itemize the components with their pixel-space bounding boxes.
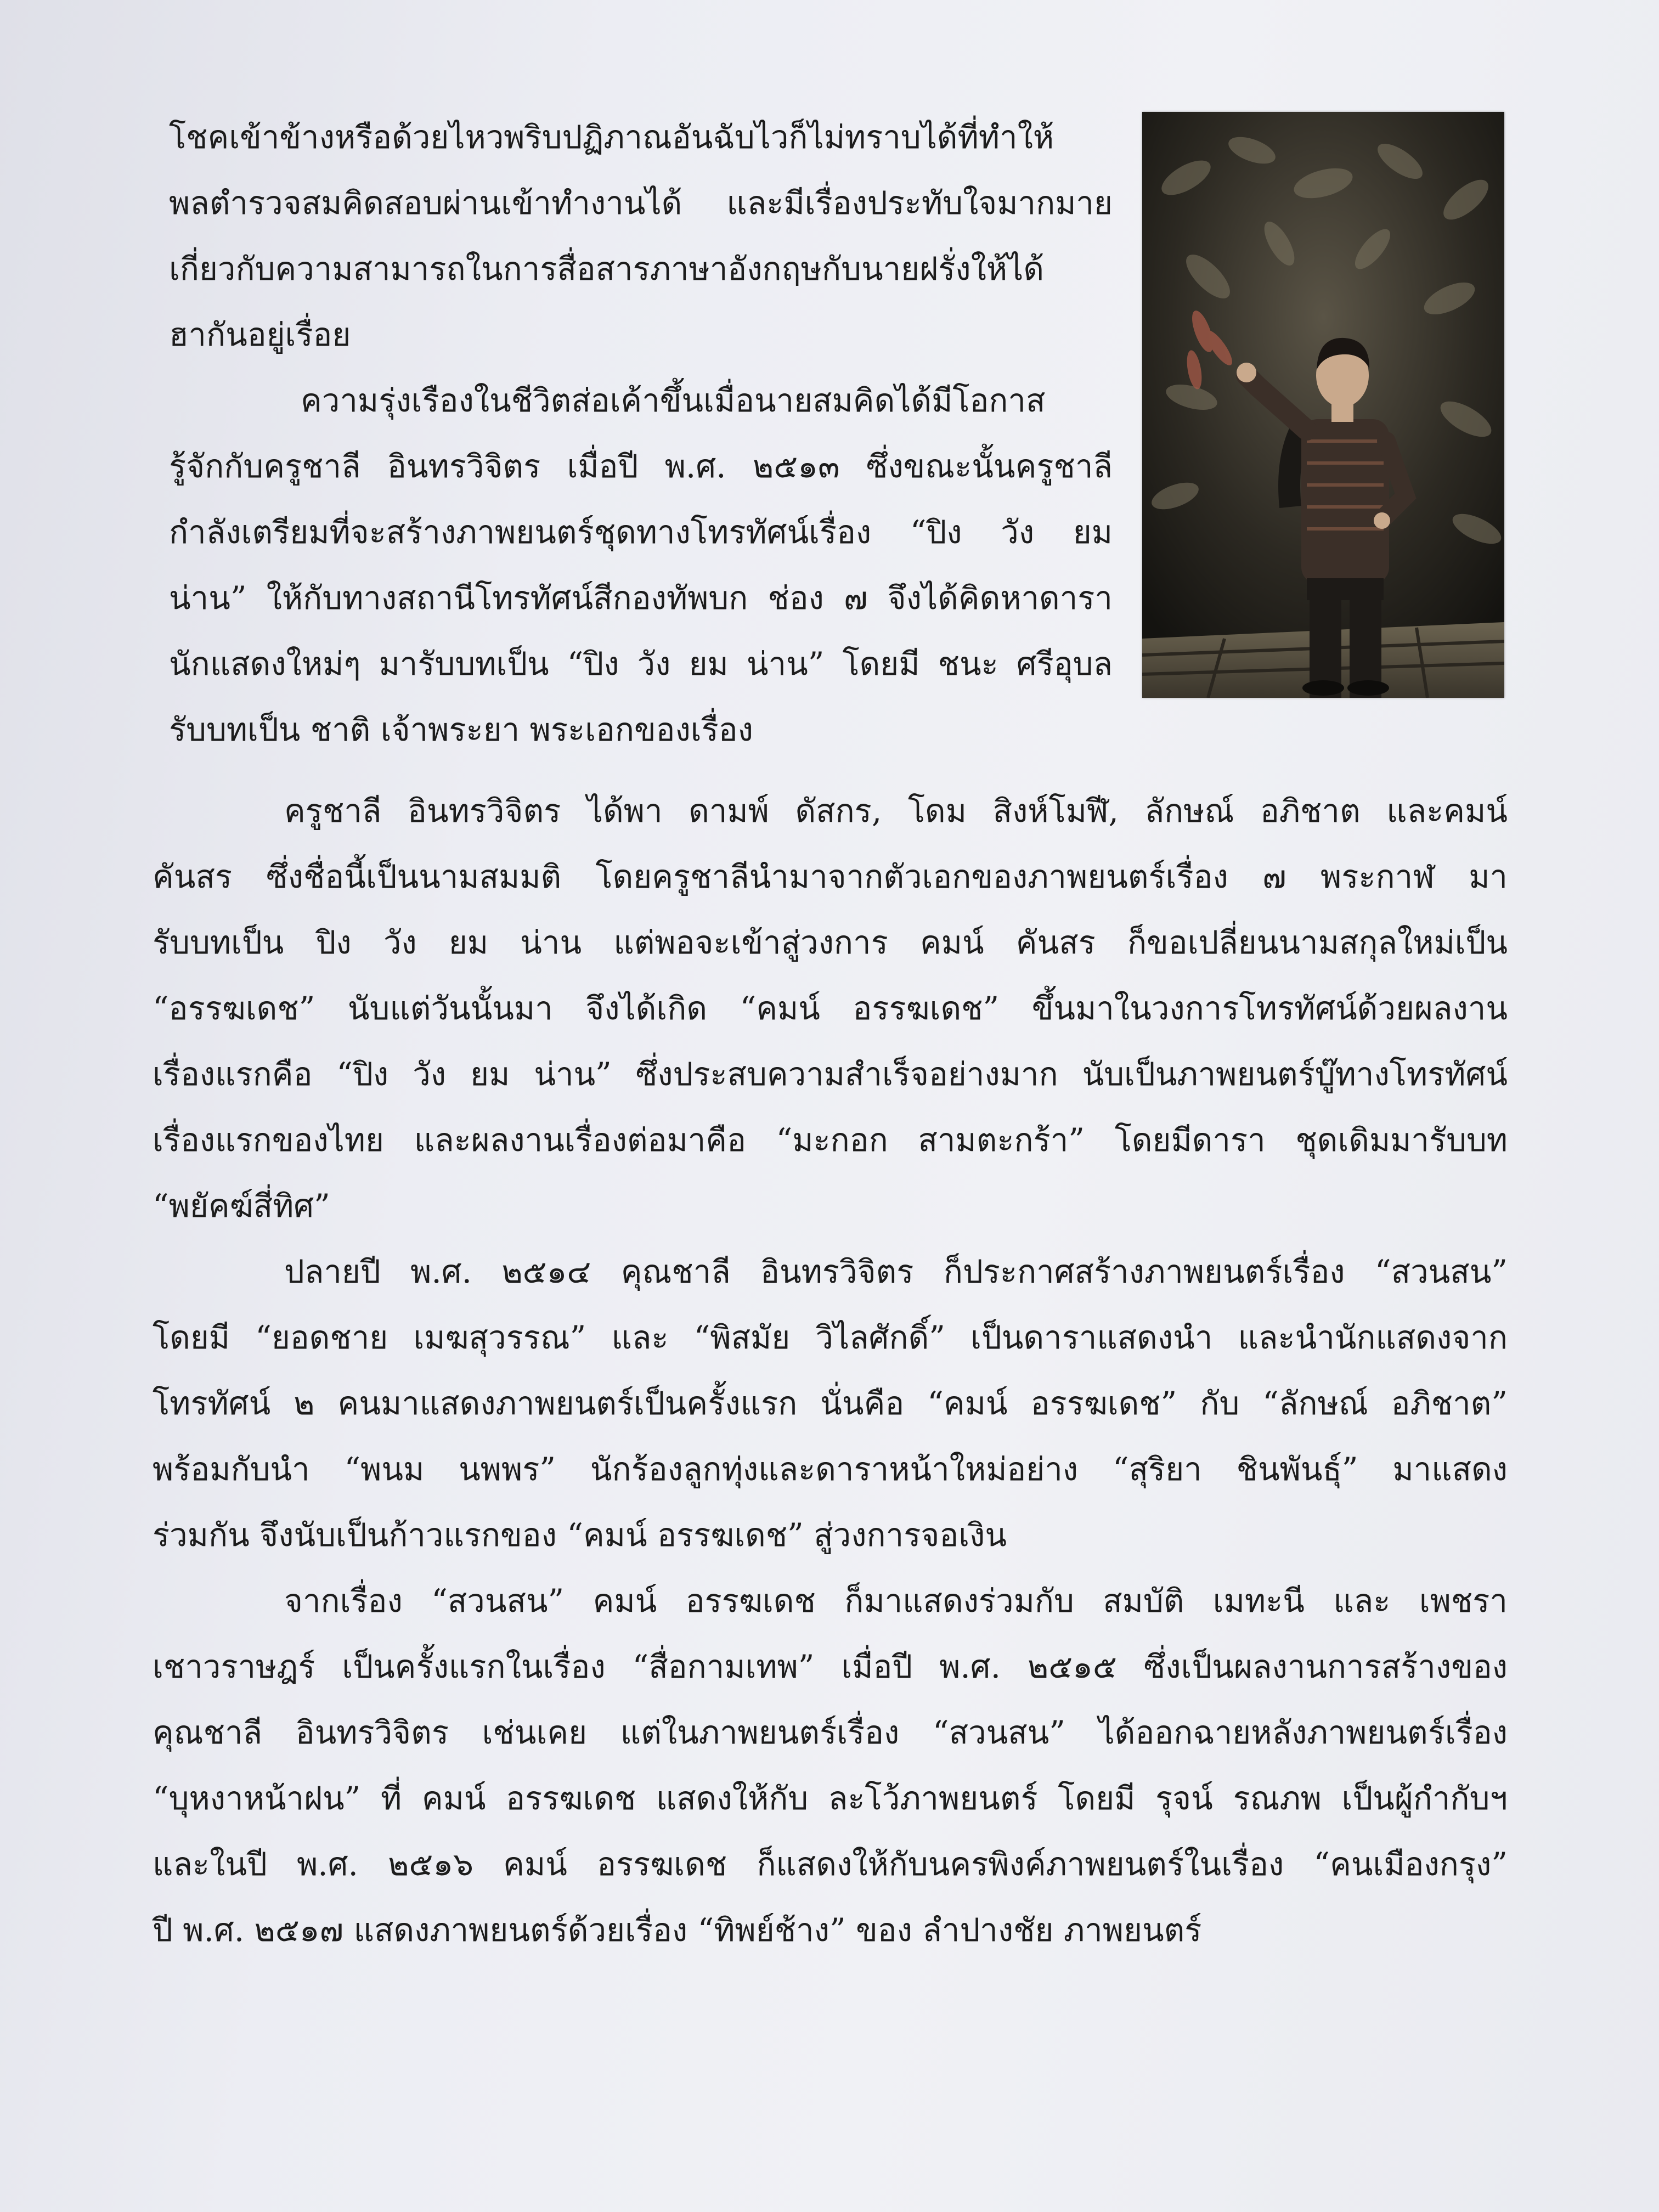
text-line: “บุหงาหน้าฝน” ที่ คมน์ อรรฆเดช แสดงให้กับ ละโว้ภาพยนตร์ โดยมี รุจน์ รณภพ เป็นผู้กำกับฯ — [153, 1780, 1508, 1817]
text-line: และในปี พ.ศ. ๒๕๑๖ คมน์ อรรฆเดช ก็แสดงให้กับนครพิงค์ภาพยนตร์ในเรื่อง “คนเมืองกรุง” — [153, 1846, 1508, 1883]
text-line: เรื่องแรกของไทย และผลงานเรื่องต่อมาคือ “มะกอก สามตะกร้า” โดยมีดารา ชุดเดิมมารับบท — [153, 1121, 1508, 1159]
text-line: ครูชาลี อินทรวิจิตร ได้พา ดามพ์ ดัสกร, โดม สิงห์โมฬี, ลักษณ์ อภิชาต และคมน์ — [284, 792, 1508, 830]
body-paragraphs — [153, 778, 1508, 1963]
intro-paragraphs — [169, 104, 1113, 763]
text-line: คันสร ซึ่งชื่อนี้เป็นนามสมมติ โดยครูชาลีนำมาจากตัวเอกของภาพยนตร์เรื่อง ๗ พระกาฬ มา — [153, 858, 1508, 895]
text-line: เรื่องแรกคือ “ปิง วัง ยม น่าน” ซึ่งประสบความสำเร็จอย่างมาก นับเป็นภาพยนตร์บู๊ทางโทรทัศน์ — [153, 1056, 1508, 1093]
portrait-photo-icon — [1142, 112, 1504, 698]
text-line: จากเรื่อง “สวนสน” คมน์ อรรฆเดช ก็มาแสดงร่วมกับ สมบัติ เมทะนี และ เพชรา — [284, 1582, 1508, 1620]
text-line: ปี พ.ศ. ๒๕๑๗ แสดงภาพยนตร์ด้วยเรื่อง “ทิพย์ช้าง” ของ ลำปางชัย ภาพยนตร์ — [153, 1911, 1202, 1949]
text-line: นักแสดงใหม่ๆ มารับบทเป็น “ปิง วัง ยม น่าน” โดยมี ชนะ ศรีอุบล — [169, 645, 1113, 682]
text-line: รับบทเป็น ชาติ เจ้าพระยา พระเอกของเรื่อง — [169, 711, 753, 748]
text-line: โทรทัศน์ ๒ คนมาแสดงภาพยนตร์เป็นครั้งแรก นั่นคือ “คมน์ อรรฆเดช” กับ “ลักษณ์ อภิชาต” — [153, 1385, 1508, 1422]
text-line: กำลังเตรียมที่จะสร้างภาพยนตร์ชุดทางโทรทัศน์เรื่อง “ปิง วัง ยม — [169, 514, 1113, 551]
portrait-photo — [1142, 112, 1504, 698]
text-line: รับบทเป็น ปิง วัง ยม น่าน แต่พอจะเข้าสู่วงการ คมน์ คันสร ก็ขอเปลี่ยนนามสกุลใหม่เป็น — [153, 924, 1508, 961]
text-line: ปลายปี พ.ศ. ๒๕๑๔ คุณชาลี อินทรวิจิตร ก็ประกาศสร้างภาพยนตร์เรื่อง “สวนสน” — [284, 1253, 1508, 1290]
text-line: พร้อมกับนำ “พนม นพพร” นักร้องลูกทุ่งและดาราหน้าใหม่อย่าง “สุริยา ชินพันธุ์” มาแสดง — [153, 1451, 1508, 1488]
text-line: ร่วมกัน จึงนับเป็นก้าวแรกของ “คมน์ อรรฆเดช” สู่วงการจอเงิน — [153, 1516, 1007, 1554]
text-line: รู้จักกับครูชาลี อินทรวิจิตร เมื่อปี พ.ศ. ๒๕๑๓ ซึ่งขณะนั้นครูชาลี — [169, 448, 1113, 485]
text-line: เกี่ยวกับความสามารถในการสื่อสารภาษาอังกฤษกับนายฝรั่งให้ได้ — [169, 250, 1044, 287]
text-line: น่าน” ให้กับทางสถานีโทรทัศน์สีกองทัพบก ช่อง ๗ จึงได้คิดหาดารา — [169, 579, 1113, 617]
text-line: โดยมี “ยอดชาย เมฆสุวรรณ” และ “พิสมัย วิไลศักดิ์” เป็นดาราแสดงนำ และนำนักแสดงจาก — [153, 1319, 1508, 1356]
text-line: ความรุ่งเรืองในชีวิตส่อเค้าขึ้นเมื่อนายสมคิดได้มีโอกาส — [301, 382, 1046, 419]
text-line: “อรรฆเดช” นับแต่วันนั้นมา จึงได้เกิด “คมน์ อรรฆเดช” ขึ้นมาในวงการโทรทัศน์ด้วยผลงาน — [153, 990, 1508, 1027]
text-line: “พยัคฆ์สี่ทิศ” — [153, 1187, 330, 1224]
text-line: เชาวราษฎร์ เป็นครั้งแรกในเรื่อง “สื่อกามเทพ” เมื่อปี พ.ศ. ๒๕๑๕ ซึ่งเป็นผลงานการสร้างของ — [153, 1648, 1508, 1685]
text-line: พลตำรวจสมคิดสอบผ่านเข้าทำงานได้ และมีเรื่องประทับใจมากมาย — [169, 184, 1113, 222]
text-line: โชคเข้าข้างหรือด้วยไหวพริบปฏิภาณอันฉับไวก็ไม่ทราบได้ที่ทำให้ — [169, 119, 1054, 156]
text-line: ฮากันอยู่เรื่อย — [169, 316, 351, 353]
text-line: คุณชาลี อินทรวิจิตร เช่นเคย แต่ในภาพยนตร์เรื่อง “สวนสน” ได้ออกฉายหลังภาพยนตร์เรื่อง — [153, 1714, 1508, 1751]
